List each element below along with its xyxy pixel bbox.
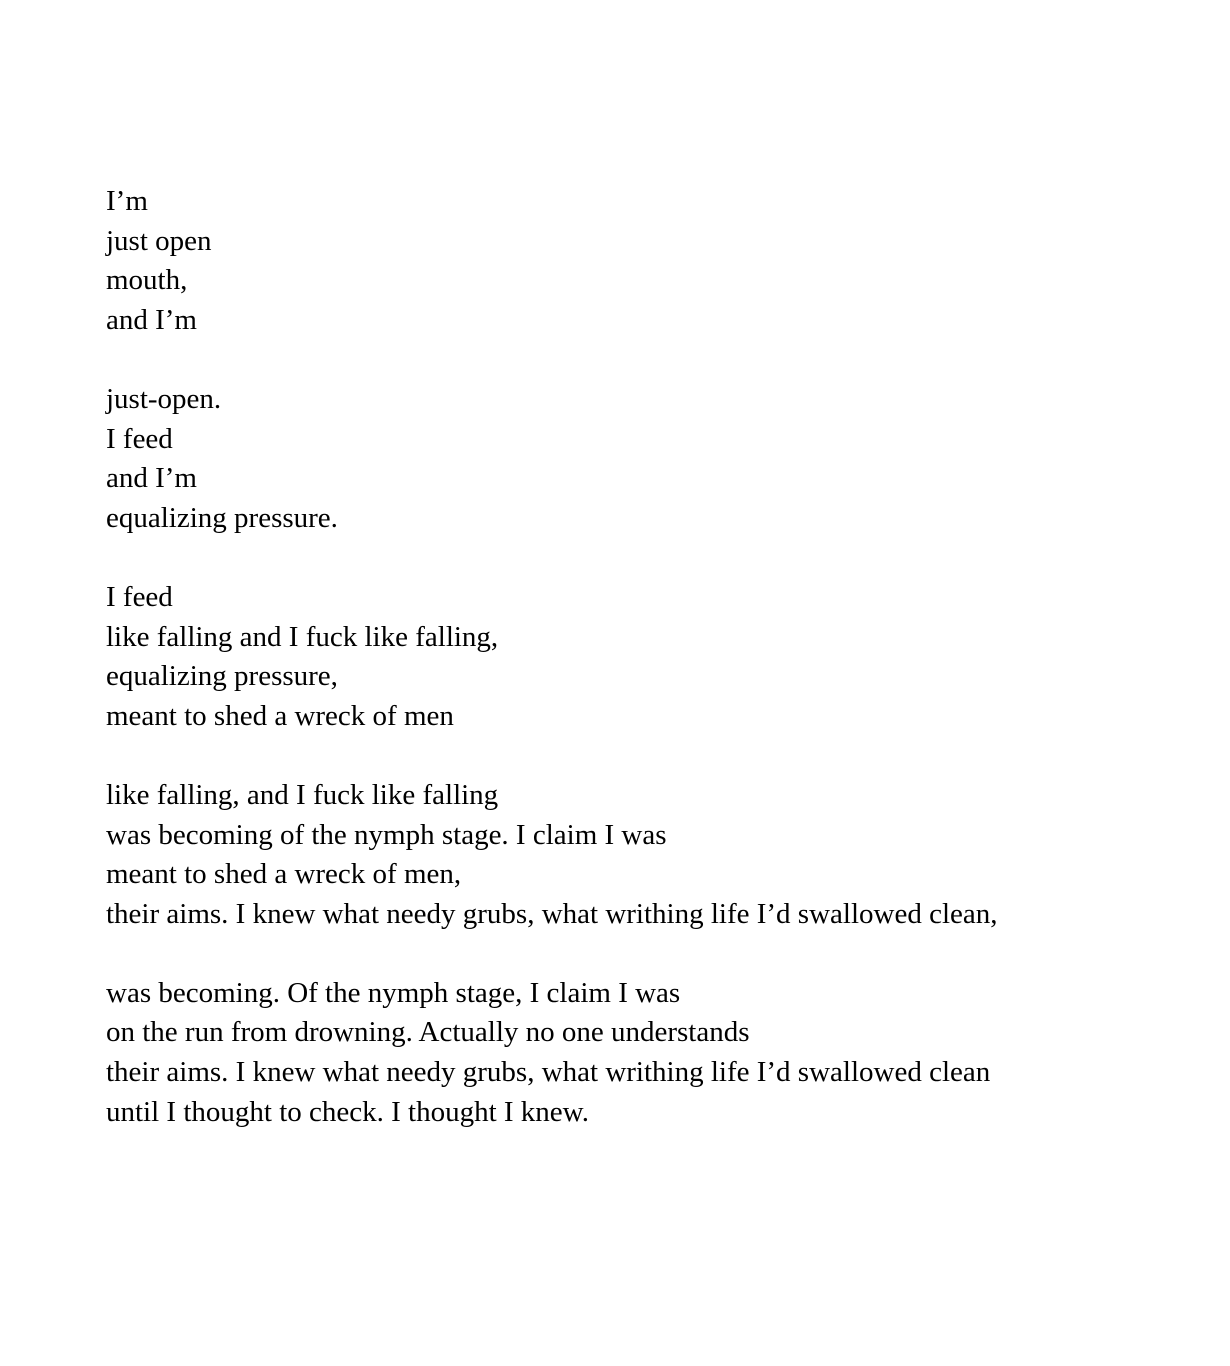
poem-line: meant to shed a wreck of men,: [106, 858, 462, 891]
stanza-5: [106, 974, 1186, 1132]
poem-line: like falling, and I fuck like falling: [106, 778, 499, 811]
poem-line: equalizing pressure.: [106, 501, 338, 534]
stanza-1: [106, 182, 1186, 340]
poem-line: their aims. I knew what needy grubs, what writhing life I’d swallowed clean,: [106, 897, 998, 930]
poem-line: meant to shed a wreck of men: [106, 699, 454, 732]
poem-line: I feed: [106, 580, 173, 613]
poem-page: [106, 182, 1186, 1172]
poem-line: just-open.: [106, 382, 222, 415]
stanza-4: [106, 776, 1186, 934]
poem-line: mouth,: [106, 264, 188, 297]
poem-line: like falling and I fuck like falling,: [106, 620, 499, 653]
poem-line: their aims. I knew what needy grubs, what writhing life I’d swallowed clean: [106, 1056, 991, 1089]
poem-line: and I’m: [106, 462, 197, 495]
poem-line: was becoming of the nymph stage. I claim I was: [106, 818, 667, 851]
poem-line: on the run from drowning. Actually no one understands: [106, 1016, 750, 1049]
poem-line: I feed: [106, 422, 173, 455]
stanza-2: [106, 380, 1186, 538]
poem-line: was becoming. Of the nymph stage, I claim I was: [106, 976, 681, 1009]
poem-line: equalizing pressure,: [106, 660, 338, 693]
poem-line: until I thought to check. I thought I knew.: [106, 1095, 589, 1128]
poem-line: and I’m: [106, 303, 197, 336]
poem-line: I’m: [106, 185, 148, 217]
poem-line: just open: [106, 224, 212, 257]
stanza-3: [106, 578, 1186, 736]
